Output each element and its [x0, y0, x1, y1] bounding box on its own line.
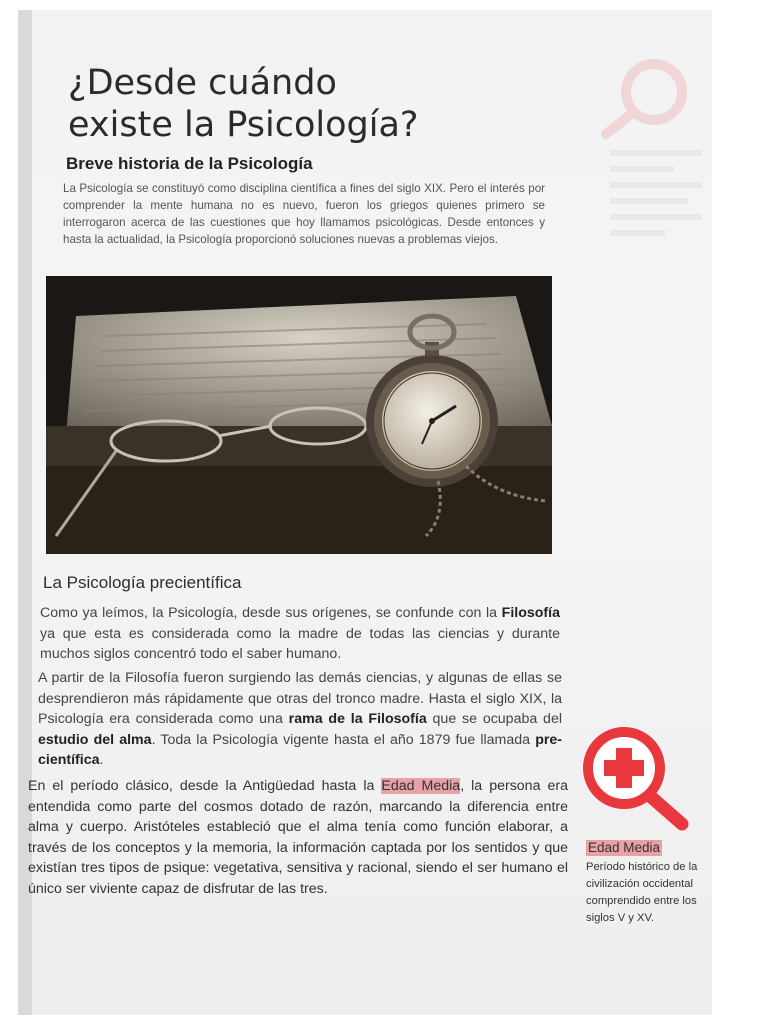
- p2-bold-rama: rama de la Filosofía: [288, 711, 427, 727]
- page-title: [68, 62, 528, 146]
- p1-bold-filosofia: Filosofía: [501, 605, 560, 621]
- p3-highlight-edad-media: Edad Media: [381, 778, 461, 794]
- faint-magnifier-icon: [596, 54, 696, 144]
- subtitle: Breve historia de la Psicología: [66, 154, 313, 173]
- title-line-1: ¿Desde cuándo: [68, 63, 337, 103]
- sidebar-term: Edad Media: [588, 840, 661, 855]
- p2-text-g: .: [99, 752, 104, 768]
- p3-text-a: En el período clásico, desde la Antigüedad hasta la: [28, 778, 382, 794]
- p1-text-c: ya que esta es considerada como la madre de todas las ciencias y durante muchos siglos concentró todo el saber humano.: [40, 625, 560, 662]
- paragraph-3: [28, 776, 568, 899]
- paragraph-2: [38, 668, 562, 771]
- faint-show-through-text: [610, 150, 702, 246]
- p3-text-b: , la persona era entendida como parte del cosmos dotado de razón, marcando la diferencia entre alma y cuerpo. Aristóteles estableció que el alma tenía como función elaborar, a través de los conceptos y la memoria, la información captada por los sentidos y que existían tres tipos de psique: vegetativa, sensitiva y racional, siendo el ser humano el único ser viviente capaz de disfrutar de las tres.: [28, 778, 568, 897]
- sidebar-definition: Período histórico de la civilización occidental comprendido entre los siglos V y XV.: [586, 861, 698, 924]
- title-line-2: existe la Psicología?: [68, 105, 419, 145]
- p2-text-a: A partir de la Filosofía fueron surgiendo las demás ciencias, y algunas de ellas se desprendieron más rápidamente que otras del tronco madre. Hasta el siglo XIX, la Psicología era considerada como una: [38, 670, 562, 727]
- p1-text-a: Como ya leímos, la Psicología, desde sus orígenes, se confunde con la: [40, 605, 502, 621]
- photo-illustration: [46, 276, 552, 554]
- section-title: La Psicología precientífica: [43, 573, 242, 592]
- magnifier-plus-icon: [578, 726, 692, 834]
- paragraph-1: [40, 603, 560, 665]
- pocket-watch-and-glasses-photo: [46, 276, 552, 554]
- p2-text-c: que se ocupaba del: [426, 711, 562, 727]
- p2-bold-estudio: estudio del alma: [38, 731, 152, 748]
- intro-paragraph: La Psicología se constituyó como disciplina científica a fines del siglo XIX. Pero el interés por comprender la mente humana no es nuevo, fueron los griegos quienes primero se interrogaron acerca de las cuestiones que hoy llamamos psicológicas. Desde entonces y hasta la actualidad, la Psicología proporcionó soluciones nuevas a problemas viejos.: [63, 182, 545, 246]
- p2-text-e: . Toda la Psicología vigente hasta el año 1879 fue llamada: [151, 731, 536, 748]
- p2-bold-precientifica: pre-científica: [38, 731, 562, 768]
